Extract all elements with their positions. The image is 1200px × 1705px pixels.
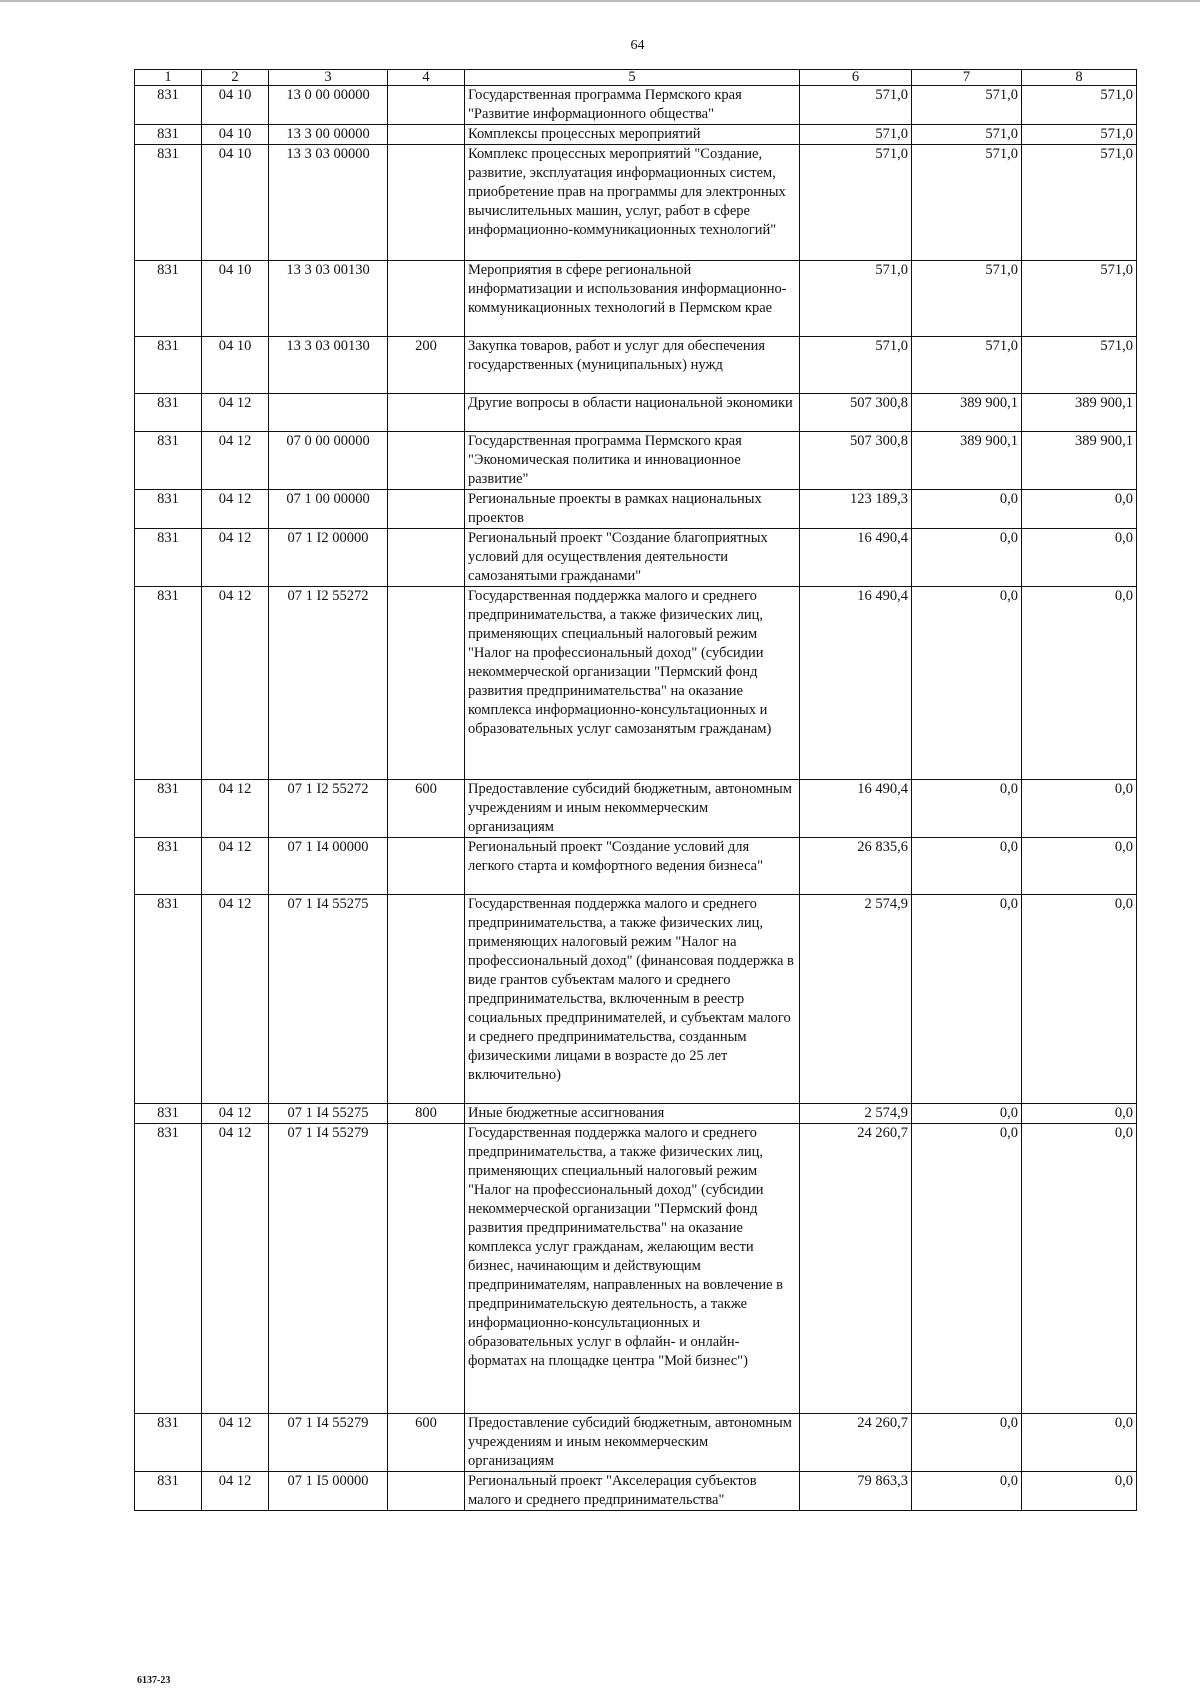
column-header-1: 1 — [135, 70, 202, 86]
cell-target-article: 13 3 03 00000 — [269, 145, 388, 261]
cell-amount-col7: 389 900,1 — [912, 394, 1022, 432]
cell-amount-col6: 123 189,3 — [800, 490, 912, 529]
cell-amount-col7: 571,0 — [912, 337, 1022, 394]
cell-amount-col7: 0,0 — [912, 838, 1022, 895]
cell-amount-col7: 0,0 — [912, 1472, 1022, 1511]
cell-target-article: 07 1 00 00000 — [269, 490, 388, 529]
cell-ministry-code: 831 — [135, 1414, 202, 1472]
table-row — [135, 490, 1137, 529]
cell-target-article: 13 3 03 00130 — [269, 261, 388, 337]
cell-target-article: 07 1 I4 55275 — [269, 1104, 388, 1124]
cell-expense-type — [388, 86, 465, 125]
cell-ministry-code: 831 — [135, 780, 202, 838]
cell-description: Предоставление субсидий бюджетным, автономным учреждениям и иным некоммерческим организациям — [465, 1414, 800, 1472]
cell-section-code: 04 12 — [202, 1104, 269, 1124]
cell-amount-col6: 24 260,7 — [800, 1124, 912, 1414]
table-row — [135, 1124, 1137, 1414]
table-row — [135, 1104, 1137, 1124]
cell-amount-col8: 571,0 — [1022, 261, 1137, 337]
cell-description: Государственная программа Пермского края "Развитие информационного общества" — [465, 86, 800, 125]
column-header-3: 3 — [269, 70, 388, 86]
cell-ministry-code: 831 — [135, 261, 202, 337]
cell-amount-col8: 0,0 — [1022, 1414, 1137, 1472]
cell-expense-type — [388, 261, 465, 337]
cell-section-code: 04 12 — [202, 587, 269, 780]
cell-expense-type — [388, 1472, 465, 1511]
cell-expense-type: 200 — [388, 337, 465, 394]
cell-section-code: 04 10 — [202, 86, 269, 125]
column-header-8: 8 — [1022, 70, 1137, 86]
cell-description: Мероприятия в сфере региональной информатизации и использования информационно-коммуникационных технологий в Пермском крае — [465, 261, 800, 337]
cell-amount-col7: 389 900,1 — [912, 432, 1022, 490]
cell-ministry-code: 831 — [135, 337, 202, 394]
cell-target-article: 07 1 I2 00000 — [269, 529, 388, 587]
cell-amount-col6: 507 300,8 — [800, 432, 912, 490]
cell-section-code: 04 12 — [202, 1414, 269, 1472]
table-row — [135, 145, 1137, 261]
column-header-6: 6 — [800, 70, 912, 86]
cell-expense-type — [388, 432, 465, 490]
table-row — [135, 587, 1137, 780]
cell-expense-type — [388, 587, 465, 780]
cell-section-code: 04 12 — [202, 838, 269, 895]
cell-amount-col6: 571,0 — [800, 145, 912, 261]
cell-description: Государственная поддержка малого и среднего предпринимательства, а также физических лиц, применяющих налоговый режим "Налог на профессиональный доход" (финансовая поддержка в виде грантов субъектам малого и среднего предпринимательства, включенным в реестр социальных предпринимателей, и субъектам малого и среднего предпринимательства, созданным физическими лицами в возрасте до 25 лет включительно) — [465, 895, 800, 1104]
cell-amount-col7: 0,0 — [912, 490, 1022, 529]
cell-amount-col7: 571,0 — [912, 261, 1022, 337]
cell-expense-type — [388, 529, 465, 587]
cell-section-code: 04 10 — [202, 337, 269, 394]
cell-amount-col8: 571,0 — [1022, 125, 1137, 145]
cell-amount-col6: 2 574,9 — [800, 895, 912, 1104]
cell-amount-col6: 507 300,8 — [800, 394, 912, 432]
cell-description: Региональный проект "Создание благоприятных условий для осуществления деятельности самозанятыми гражданами" — [465, 529, 800, 587]
table-row — [135, 125, 1137, 145]
cell-section-code: 04 12 — [202, 529, 269, 587]
cell-amount-col8: 571,0 — [1022, 337, 1137, 394]
cell-description: Иные бюджетные ассигнования — [465, 1104, 800, 1124]
cell-amount-col6: 16 490,4 — [800, 780, 912, 838]
cell-target-article: 13 3 03 00130 — [269, 337, 388, 394]
cell-ministry-code: 831 — [135, 587, 202, 780]
cell-amount-col7: 0,0 — [912, 587, 1022, 780]
cell-target-article: 07 1 I4 55275 — [269, 895, 388, 1104]
cell-expense-type — [388, 394, 465, 432]
header-row — [135, 70, 1137, 86]
cell-target-article: 07 0 00 00000 — [269, 432, 388, 490]
cell-expense-type: 600 — [388, 1414, 465, 1472]
cell-expense-type — [388, 895, 465, 1104]
cell-description: Государственная поддержка малого и среднего предпринимательства, а также физических лиц, применяющих специальный налоговый режим "Налог на профессиональный доход" (субсидии некоммерческой организации "Пермский фонд развития предпринимательства" на оказание комплекса услуг гражданам, желающим вести бизнес, начинающим и действующим предпринимателям, направленных на вовлечение в предпринимательскую деятельность, а также информационно-консультационных и образовательных услуг в офлайн- и онлайн-форматах на площадке центра "Мой бизнес") — [465, 1124, 800, 1414]
cell-section-code: 04 10 — [202, 125, 269, 145]
table-row — [135, 394, 1137, 432]
cell-amount-col6: 16 490,4 — [800, 529, 912, 587]
cell-expense-type — [388, 490, 465, 529]
cell-amount-col6: 571,0 — [800, 125, 912, 145]
cell-amount-col8: 0,0 — [1022, 1124, 1137, 1414]
table-row — [135, 432, 1137, 490]
table-row — [135, 261, 1137, 337]
cell-target-article: 13 0 00 00000 — [269, 86, 388, 125]
table-row — [135, 529, 1137, 587]
cell-description: Предоставление субсидий бюджетным, автономным учреждениям и иным некоммерческим организациям — [465, 780, 800, 838]
cell-ministry-code: 831 — [135, 838, 202, 895]
cell-section-code: 04 12 — [202, 394, 269, 432]
cell-amount-col7: 571,0 — [912, 86, 1022, 125]
cell-target-article: 07 1 I4 55279 — [269, 1414, 388, 1472]
budget-table — [134, 69, 1137, 1511]
cell-expense-type — [388, 1124, 465, 1414]
cell-amount-col7: 571,0 — [912, 145, 1022, 261]
cell-expense-type — [388, 838, 465, 895]
cell-description: Государственная программа Пермского края "Экономическая политика и инновационное развитие" — [465, 432, 800, 490]
cell-section-code: 04 12 — [202, 895, 269, 1104]
cell-description: Закупка товаров, работ и услуг для обеспечения государственных (муниципальных) нужд — [465, 337, 800, 394]
cell-amount-col8: 0,0 — [1022, 895, 1137, 1104]
cell-section-code: 04 12 — [202, 432, 269, 490]
cell-target-article: 07 1 I2 55272 — [269, 587, 388, 780]
cell-ministry-code: 831 — [135, 394, 202, 432]
cell-ministry-code: 831 — [135, 1124, 202, 1414]
cell-amount-col8: 0,0 — [1022, 780, 1137, 838]
cell-amount-col7: 0,0 — [912, 780, 1022, 838]
cell-ministry-code: 831 — [135, 145, 202, 261]
cell-amount-col8: 0,0 — [1022, 529, 1137, 587]
cell-amount-col8: 571,0 — [1022, 145, 1137, 261]
cell-expense-type: 800 — [388, 1104, 465, 1124]
cell-amount-col8: 0,0 — [1022, 1104, 1137, 1124]
footer-code: 6137-23 — [137, 1675, 171, 1686]
cell-section-code: 04 10 — [202, 145, 269, 261]
cell-ministry-code: 831 — [135, 1104, 202, 1124]
scan-edge-line — [0, 0, 1200, 2]
cell-expense-type: 600 — [388, 780, 465, 838]
cell-amount-col7: 571,0 — [912, 125, 1022, 145]
cell-amount-col8: 389 900,1 — [1022, 432, 1137, 490]
page-number: 64 — [630, 38, 645, 53]
cell-description: Региональный проект "Создание условий для легкого старта и комфортного ведения бизнеса" — [465, 838, 800, 895]
cell-target-article — [269, 394, 388, 432]
cell-amount-col6: 26 835,6 — [800, 838, 912, 895]
table-row — [135, 895, 1137, 1104]
cell-amount-col8: 0,0 — [1022, 587, 1137, 780]
cell-amount-col8: 0,0 — [1022, 838, 1137, 895]
cell-amount-col8: 0,0 — [1022, 1472, 1137, 1511]
cell-description: Комплексы процессных мероприятий — [465, 125, 800, 145]
cell-description: Комплекс процессных мероприятий "Создание, развитие, эксплуатация информационных систем, приобретение прав на программы для электронных вычислительных машин, услуг, работ в сфере информационно-коммуникационных технологий" — [465, 145, 800, 261]
column-header-2: 2 — [202, 70, 269, 86]
cell-amount-col8: 571,0 — [1022, 86, 1137, 125]
cell-amount-col6: 571,0 — [800, 337, 912, 394]
table-row — [135, 1472, 1137, 1511]
cell-description: Государственная поддержка малого и среднего предпринимательства, а также физических лиц, применяющих специальный налоговый режим "Налог на профессиональный доход" (субсидии некоммерческой организации "Пермский фонд развития предпринимательства" на оказание комплекса информационно-консультационных и образовательных услуг самозанятым гражданам) — [465, 587, 800, 780]
cell-description: Региональные проекты в рамках национальных проектов — [465, 490, 800, 529]
cell-ministry-code: 831 — [135, 432, 202, 490]
cell-amount-col8: 0,0 — [1022, 490, 1137, 529]
cell-ministry-code: 831 — [135, 529, 202, 587]
cell-description: Другие вопросы в области национальной экономики — [465, 394, 800, 432]
cell-description: Региональный проект "Акселерация субъектов малого и среднего предпринимательства" — [465, 1472, 800, 1511]
cell-amount-col6: 571,0 — [800, 86, 912, 125]
cell-ministry-code: 831 — [135, 1472, 202, 1511]
cell-section-code: 04 12 — [202, 780, 269, 838]
cell-target-article: 13 3 00 00000 — [269, 125, 388, 145]
cell-expense-type — [388, 145, 465, 261]
table-row — [135, 86, 1137, 125]
cell-amount-col6: 2 574,9 — [800, 1104, 912, 1124]
table-row — [135, 1414, 1137, 1472]
cell-amount-col7: 0,0 — [912, 1124, 1022, 1414]
cell-section-code: 04 12 — [202, 1472, 269, 1511]
cell-section-code: 04 12 — [202, 490, 269, 529]
cell-ministry-code: 831 — [135, 125, 202, 145]
cell-amount-col6: 79 863,3 — [800, 1472, 912, 1511]
column-header-4: 4 — [388, 70, 465, 86]
cell-ministry-code: 831 — [135, 490, 202, 529]
cell-target-article: 07 1 I4 55279 — [269, 1124, 388, 1414]
cell-amount-col8: 389 900,1 — [1022, 394, 1137, 432]
cell-amount-col7: 0,0 — [912, 529, 1022, 587]
cell-amount-col7: 0,0 — [912, 1104, 1022, 1124]
cell-target-article: 07 1 I2 55272 — [269, 780, 388, 838]
table-row — [135, 838, 1137, 895]
cell-amount-col6: 24 260,7 — [800, 1414, 912, 1472]
cell-amount-col6: 16 490,4 — [800, 587, 912, 780]
cell-amount-col6: 571,0 — [800, 261, 912, 337]
cell-ministry-code: 831 — [135, 895, 202, 1104]
cell-section-code: 04 12 — [202, 1124, 269, 1414]
table-row — [135, 337, 1137, 394]
table-row — [135, 780, 1137, 838]
cell-amount-col7: 0,0 — [912, 895, 1022, 1104]
cell-ministry-code: 831 — [135, 86, 202, 125]
column-header-5: 5 — [465, 70, 800, 86]
cell-section-code: 04 10 — [202, 261, 269, 337]
cell-target-article: 07 1 I4 00000 — [269, 838, 388, 895]
column-header-7: 7 — [912, 70, 1022, 86]
cell-expense-type — [388, 125, 465, 145]
cell-amount-col7: 0,0 — [912, 1414, 1022, 1472]
cell-target-article: 07 1 I5 00000 — [269, 1472, 388, 1511]
